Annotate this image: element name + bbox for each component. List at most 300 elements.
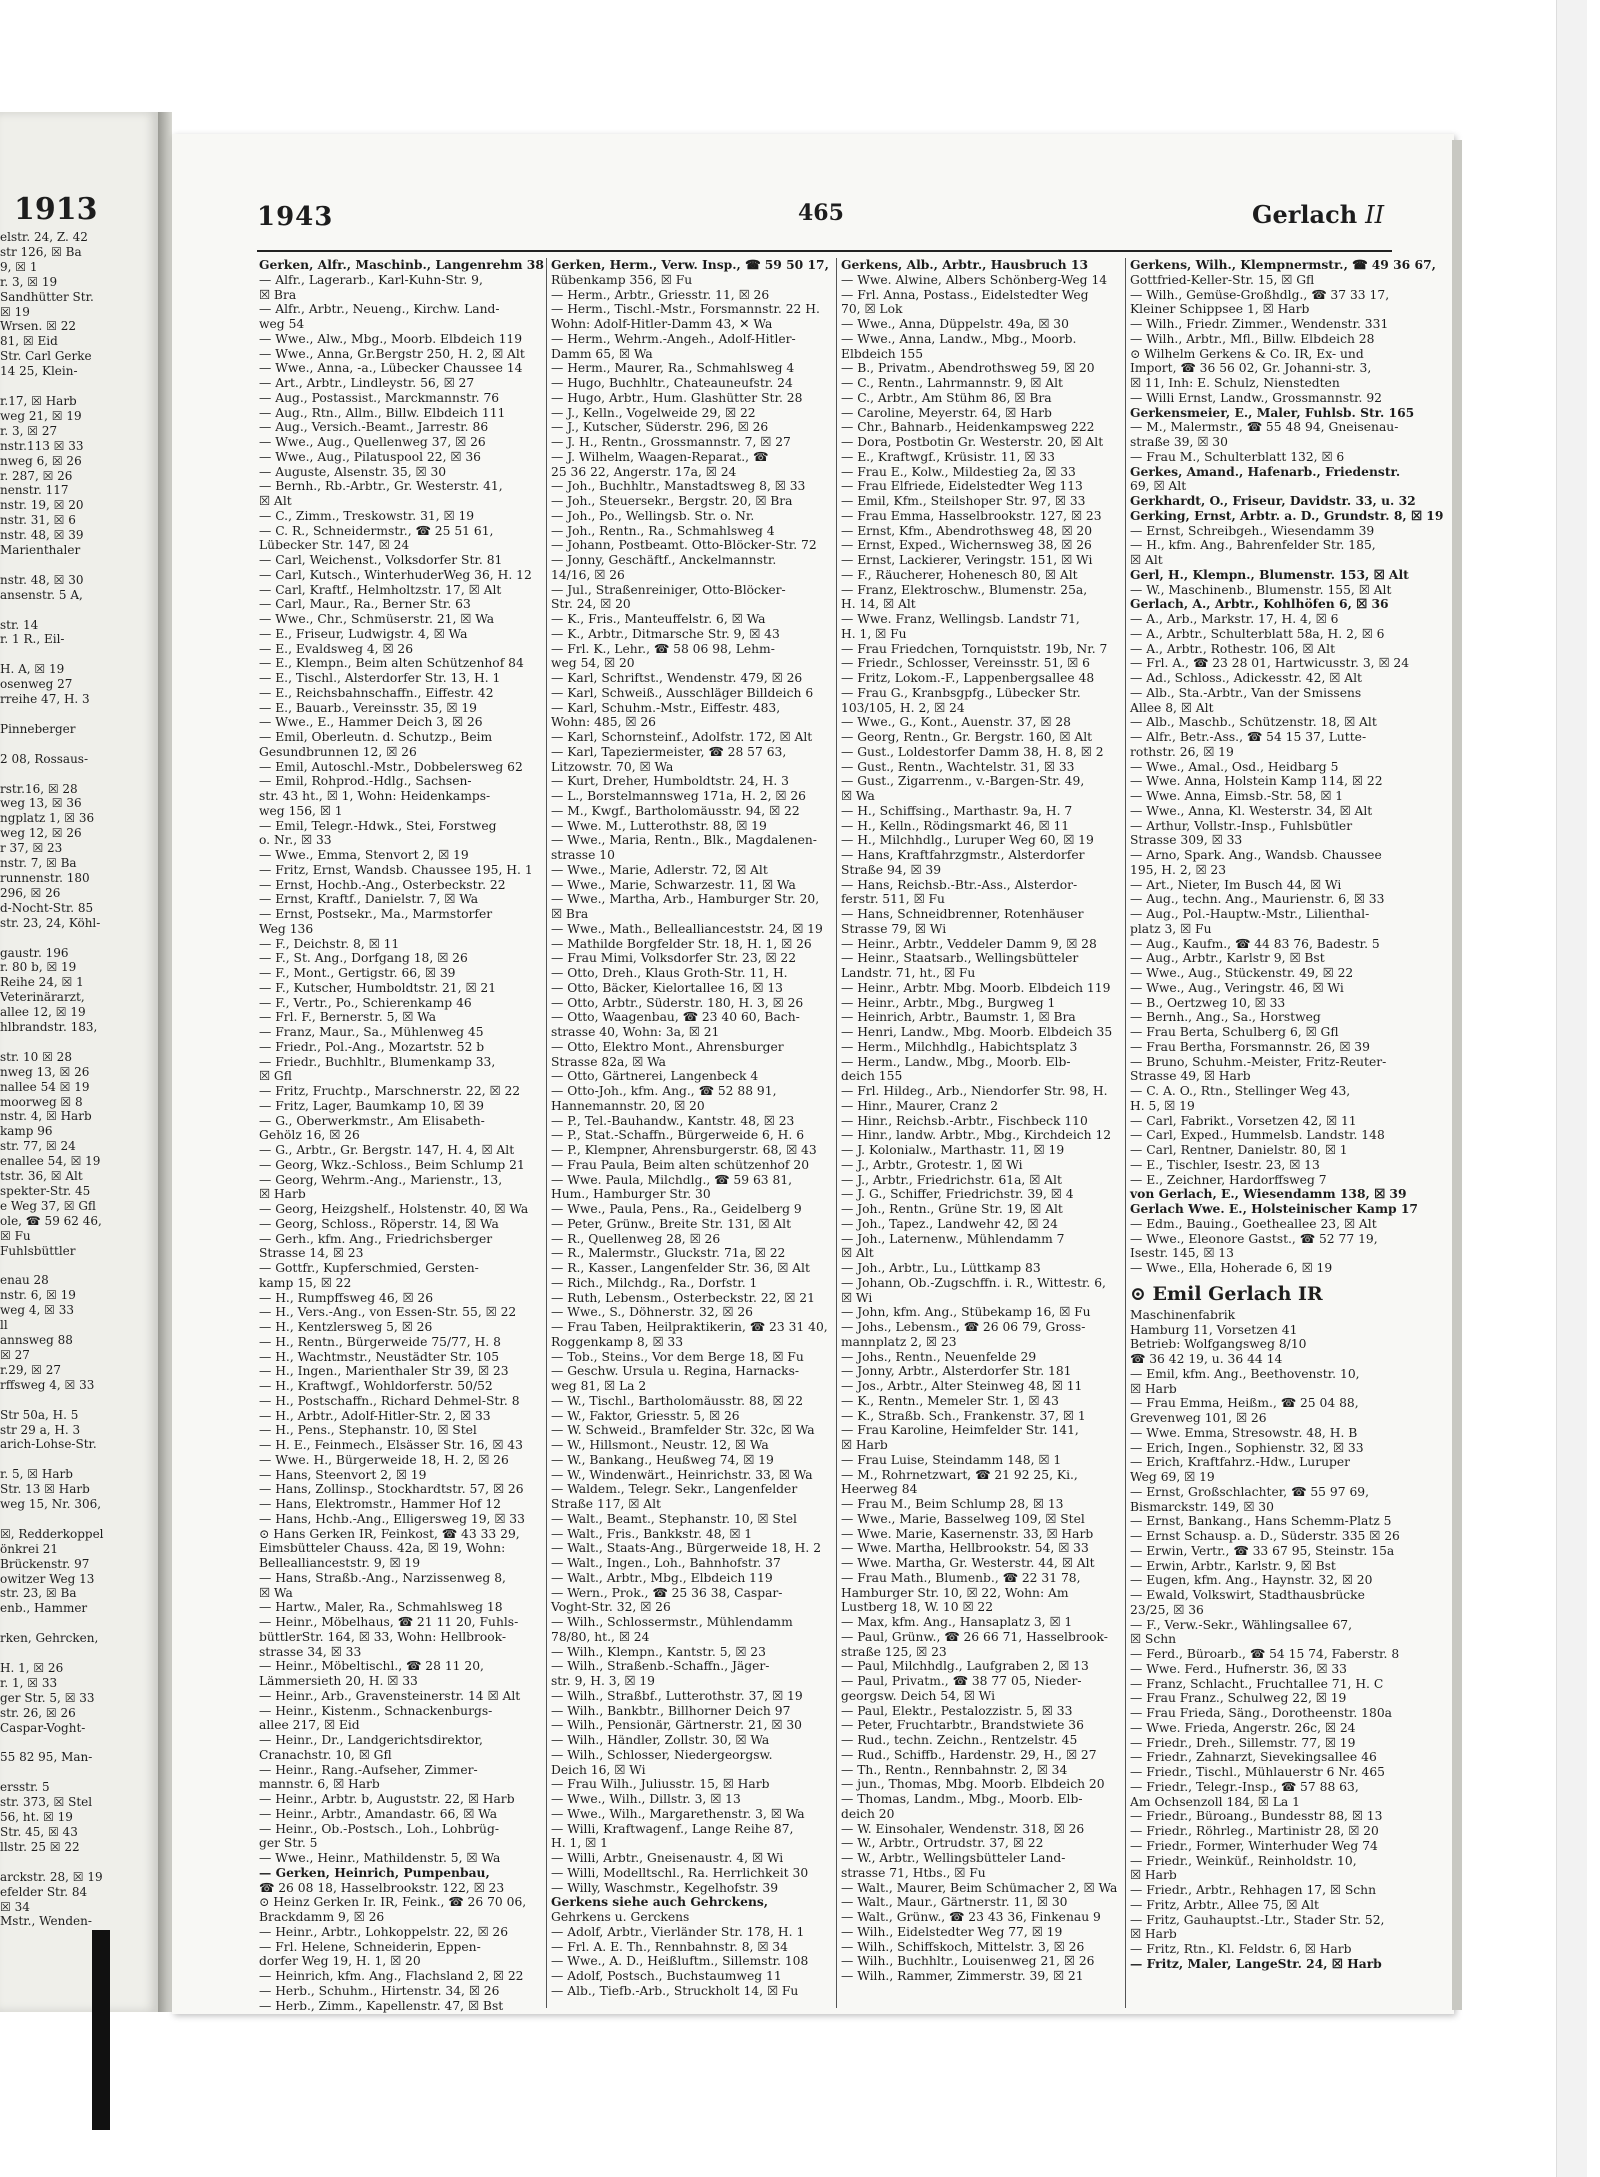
previous-page-line: r. 5, ☒ Harb <box>0 1467 73 1482</box>
directory-entry: — John, kfm. Ang., Stübekamp 16, ☒ Fu <box>841 1305 1091 1320</box>
directory-entry: — Wilh., Buchhltr., Louisenweg 21, ☒ 26 <box>841 1954 1095 1969</box>
directory-entry: — Herm., Wehrm.-Angeh., Adolf-Hitler- <box>551 331 796 346</box>
directory-entry: — Wwe., Amal., Osd., Heidbarg 5 <box>1130 759 1339 774</box>
directory-entry: — Wwe. H., Bürgerweide 18, H. 2, ☒ 26 <box>259 1452 509 1467</box>
directory-entry: — M., Rohrnetzwart, ☎ 21 92 25, Ki., <box>841 1467 1078 1482</box>
directory-entry: Bismarckstr. 149, ☒ 30 <box>1130 1499 1274 1514</box>
directory-entry: — Willy, Waschmstr., Kegelhofstr. 39 <box>551 1880 779 1895</box>
directory-entry: — Carl, Kutsch., WinterhuderWeg 36, H. 12 <box>259 567 532 582</box>
previous-page-line: ☒ 27 <box>0 1347 30 1362</box>
directory-entry: — Emil, Autoschl.-Mstr., Dobbelersweg 62 <box>259 759 523 774</box>
directory-entry: — Wilh., Schlosser, Niedergeorgsw. <box>551 1747 773 1762</box>
directory-entry: — Heinr., Arb., Gravensteinerstr. 14 ☒ Alt <box>259 1688 521 1703</box>
directory-entry: — Wwe., Aug., Stückenstr. 49, ☒ 22 <box>1130 966 1354 980</box>
directory-entry: — Wwe., Wilh., Dillstr. 3, ☒ 13 <box>551 1792 741 1806</box>
previous-page-line: r. 1 R., Eil- <box>0 632 65 647</box>
directory-entry: Voght-Str. 32, ☒ 26 <box>551 1600 671 1615</box>
directory-entry: o. Nr., ☒ 33 <box>259 833 332 848</box>
directory-entry: weg 156, ☒ 1 <box>259 803 343 818</box>
directory-entry: — Joh., Tapez., Landwehr 42, ☒ 24 <box>841 1216 1058 1231</box>
directory-entry: — Wwe., Marie, Schwarzestr. 11, ☒ Wa <box>551 877 796 892</box>
directory-entry: — Wwe., Maria, Rentn., Blk., Magdalenen- <box>551 833 817 848</box>
previous-page-line: nstr. 48, ☒ 30 <box>0 572 84 587</box>
directory-entry: ☒ 11, Inh: E. Schulz, Nienstedten <box>1130 376 1340 390</box>
directory-entry: — Friedr., Telegr.-Insp., ☎ 57 88 63, <box>1130 1779 1359 1794</box>
directory-entry: — Peter, Fruchtarbtr., Brandstwiete 36 <box>841 1718 1084 1733</box>
previous-page-line <box>0 1035 158 1050</box>
directory-entry: 78/80, ht., ☒ 24 <box>551 1629 650 1644</box>
directory-entry: — Herm., Milchhdlg., Habichtsplatz 3 <box>841 1039 1078 1054</box>
directory-entry: — E., Tischler, Isestr. 23, ☒ 13 <box>1130 1157 1320 1172</box>
directory-entry: Gesundbrunnen 12, ☒ 26 <box>259 744 417 759</box>
directory-entry: — Otto, Gärtnerei, Langenbeck 4 <box>551 1069 759 1084</box>
directory-entry: — Herm., Tischl.-Mstr., Forsmannstr. 22 H. <box>551 302 820 317</box>
directory-entry: Gerkens siehe auch Gehrckens, <box>551 1894 769 1910</box>
directory-entry: — Franz, Maur., Sa., Mühlenweg 45 <box>259 1025 484 1039</box>
directory-entry: — Wwe., Martha, Arb., Hamburger Str. 20, <box>551 892 820 907</box>
directory-entry: — Hartw., Maler, Ra., Schmahlsweg 18 <box>259 1600 503 1615</box>
directory-entry: — Friedr., Weinküf., Reinholdstr. 10, <box>1130 1853 1357 1868</box>
directory-entry: Strasse 79, ☒ Wi <box>841 921 947 936</box>
previous-page-line: nallee 54 ☒ 19 <box>0 1079 90 1094</box>
directory-entry: — Heinr., Arbtr. b, Auguststr. 22, ☒ Harb <box>259 1792 515 1806</box>
directory-entry: — Wwe., Math., Belleallianceststr. 24, ☒ 19 <box>551 921 823 936</box>
directory-entry: — Walt., Arbtr., Mbg., Elbdeich 119 <box>551 1570 773 1585</box>
previous-page-line: weg 21, ☒ 19 <box>0 408 82 423</box>
directory-entry: Landstr. 71, ht., ☒ Fu <box>841 966 976 980</box>
directory-entry: — Wwe. Anna, Holstein Kamp 114, ☒ 22 <box>1130 774 1383 789</box>
directory-entry: — Rich., Milchdg., Ra., Dorfstr. 1 <box>551 1275 758 1290</box>
directory-entry: — Wilh., Rammer, Zimmerstr. 39, ☒ 21 <box>841 1969 1084 1983</box>
directory-entry: — E., Bauarb., Vereinsstr. 35, ☒ 19 <box>259 700 477 715</box>
directory-entry: — Dora, Postbotin Gr. Westerstr. 20, ☒ Alt <box>841 435 1104 449</box>
directory-page <box>172 134 1454 2014</box>
previous-page-line <box>0 1512 158 1527</box>
directory-entry: — A., Arbtr., Rothestr. 106, ☒ Alt <box>1130 641 1336 656</box>
directory-entry: — Karl, Schornsteinf., Adolfstr. 172, ☒ Alt <box>551 730 813 744</box>
directory-entry: — Friedr., Büroang., Bundesstr 88, ☒ 13 <box>1130 1809 1383 1824</box>
directory-entry: — Wwe. Paula, Milchdlg., ☎ 59 63 81, <box>551 1172 793 1187</box>
previous-page-line: allee 12, ☒ 19 <box>0 1005 86 1020</box>
directory-entry: — Henri, Landw., Mbg. Moorb. Elbdeich 35 <box>841 1025 1113 1039</box>
directory-entry: — Karl, Schriftst., Wendenstr. 479, ☒ 26 <box>551 671 803 685</box>
directory-entry: — Heinr., Ob.-Postsch., Loh., Lohbrüg- <box>259 1821 500 1836</box>
directory-entry: — H., Rentn., Bürgerweide 75/77, H. 8 <box>259 1334 501 1349</box>
previous-page-line: r 37, ☒ 23 <box>0 841 63 856</box>
directory-entry: — H., kfm. Ang., Bahrenfelder Str. 185, <box>1130 538 1376 553</box>
directory-entry: — Aug., Kaufm., ☎ 44 83 76, Badestr. 5 <box>1130 936 1380 951</box>
directory-entry: — Emil, Telegr.-Hdwk., Stei, Forstweg <box>259 818 497 833</box>
directory-entry: — Ernst, Hochb.-Ang., Osterbeckstr. 22 <box>259 877 506 892</box>
directory-entry: Allee 8, ☒ Alt <box>1130 700 1214 715</box>
directory-entry: weg 54, ☒ 20 <box>551 656 635 671</box>
directory-entry: ☒ Schn <box>1130 1632 1177 1647</box>
directory-entry: — Arno, Spark. Ang., Wandsb. Chaussee <box>1130 848 1382 862</box>
previous-page-line: gaustr. 196 <box>0 945 69 960</box>
previous-page-line: weg 13, ☒ 36 <box>0 796 82 811</box>
directory-entry: 70, ☒ Lok <box>841 302 903 317</box>
directory-entry: — Paul, Milchhdlg., Laufgraben 2, ☒ 13 <box>841 1659 1089 1674</box>
directory-entry: — Gerken, Heinrich, Pumpenbau, <box>259 1864 490 1880</box>
directory-entry: — Frau Karoline, Heimfelder Str. 141, <box>841 1423 1079 1438</box>
directory-entry: — Frl. K., Lehr., ☎ 58 06 98, Lehm- <box>551 641 775 656</box>
previous-page-line: str. 14 <box>0 617 39 632</box>
directory-entry: — Franz, Elektroschw., Blumenstr. 25a, <box>841 582 1088 597</box>
directory-entry: — Frau M., Schulterblatt 132, ☒ 6 <box>1130 449 1345 464</box>
previous-page-line: ansenstr. 5 A, <box>0 587 83 602</box>
directory-entry: — W., Arbtr., Ortrudstr. 37, ☒ 22 <box>841 1836 1044 1851</box>
directory-entry: — Wilh., Bankbtr., Billhorner Deich 97 <box>551 1703 791 1718</box>
directory-entry: — Gust., Zigarrenm., v.-Bargen-Str. 49, <box>841 774 1085 789</box>
previous-page-line: str. 23, ☒ Ba <box>0 1586 77 1601</box>
directory-entry: — Georg, Wkz.-Schloss., Beim Schlump 21 <box>259 1157 525 1172</box>
directory-entry: ☒ Harb <box>1130 1927 1177 1942</box>
previous-page-line: 296, ☒ 26 <box>0 885 61 900</box>
previous-page-line: enau 28 <box>0 1273 49 1288</box>
directory-entry: — K., Rentn., Memeler Str. 1, ☒ 43 <box>841 1393 1059 1408</box>
directory-entry: — R., Kasser., Langenfelder Str. 36, ☒ Alt <box>551 1261 810 1275</box>
directory-entry: — Wilh., Gemüse-Großhdlg., ☎ 37 33 17, <box>1130 287 1390 302</box>
directory-entry: — Wilh., Arbtr., Mfl., Billw. Elbdeich 28 <box>1130 331 1375 346</box>
directory-entry: — Fritz, Lokom.-F., Lappenbergsallee 48 <box>841 671 1095 685</box>
directory-entry: — H., Rumpffsweg 46, ☒ 26 <box>259 1290 434 1305</box>
directory-entry: — H., Arbtr., Adolf-Hitler-Str. 2, ☒ 33 <box>259 1408 491 1423</box>
directory-entry: — Hans, Reichsb.-Btr.-Ass., Alsterdor- <box>841 877 1078 892</box>
previous-page-line <box>0 707 158 722</box>
directory-entry: Isestr. 145, ☒ 13 <box>1130 1246 1234 1261</box>
directory-entry: — Heinr., Arbtr., Amandastr. 66, ☒ Wa <box>259 1806 498 1821</box>
directory-entry: ☒ Bra <box>259 287 297 302</box>
directory-entry: ⊙ Hans Gerken IR, Feinkost, ☎ 43 33 29, <box>259 1526 520 1541</box>
directory-entry: strasse 40, Wohn: 3a, ☒ 21 <box>551 1025 720 1039</box>
directory-entry: — Georg, Schloss., Röperstr. 14, ☒ Wa <box>259 1216 499 1231</box>
directory-entry: — Wwe. Martha, Hellbrookstr. 54, ☒ 33 <box>841 1541 1089 1556</box>
directory-entry: — Ernst, Kfm., Abendrothsweg 48, ☒ 20 <box>841 523 1093 538</box>
directory-entry: — Joh., Rentn., Ra., Schmahlsweg 4 <box>551 523 775 538</box>
directory-entry: weg 81, ☒ La 2 <box>551 1379 647 1393</box>
previous-page-line: H. 1, ☒ 26 <box>0 1661 64 1675</box>
directory-entry: ☒ Wa <box>841 789 875 803</box>
directory-entry: 195, H. 2, ☒ 23 <box>1130 862 1227 877</box>
directory-entry: — Walt., Staats-Ang., Bürgerweide 18, H. 2 <box>551 1541 822 1556</box>
previous-page-line: Mstr., Wenden- <box>0 1914 92 1929</box>
directory-entry: ☒ Harb <box>259 1187 306 1202</box>
previous-page-line: ☒, Redderkoppel <box>0 1526 104 1541</box>
directory-entry: Litzowstr. 70, ☒ Wa <box>551 759 674 774</box>
previous-page-line: tstr. 36, ☒ Alt <box>0 1169 83 1184</box>
previous-page-line <box>0 1616 158 1631</box>
directory-entry: — Ferd., Büroarb., ☎ 54 15 74, Faberstr. 8 <box>1130 1647 1400 1661</box>
previous-page-line: Fuhlsbüttler <box>0 1243 76 1258</box>
directory-entry: — Frau Franz., Schulweg 22, ☒ 19 <box>1130 1691 1347 1706</box>
directory-entry: — Frl. Anna, Postass., Eidelstedter Weg <box>841 287 1089 302</box>
directory-entry: — Wwe., Eleonore Gastst., ☎ 52 77 19, <box>1130 1231 1378 1246</box>
directory-entry: — A., Arbtr., Schulterblatt 58a, H. 2, ☒ 6 <box>1130 626 1385 641</box>
directory-entry: — W., Windenwärt., Heinrichstr. 33, ☒ Wa <box>551 1467 813 1482</box>
directory-entry: — Wwe., Heinr., Mathildenstr. 5, ☒ Wa <box>259 1851 501 1865</box>
directory-entry: Straße 117, ☒ Alt <box>551 1497 661 1511</box>
directory-entry: — Karl, Schuhm.-Mstr., Eiffestr. 483, <box>551 700 781 715</box>
previous-page-line: spekter-Str. 45 <box>0 1184 91 1198</box>
directory-entry: — Heinrich, kfm. Ang., Flachsland 2, ☒ 22 <box>259 1969 524 1983</box>
directory-column-1 <box>259 257 544 2018</box>
directory-entry: mannplatz 2, ☒ 23 <box>841 1334 957 1349</box>
directory-entry: — Carl, Kraftf., Helmholtzstr. 17, ☒ Alt <box>259 582 502 597</box>
directory-entry: — J. Kolonialw., Marthastr. 11, ☒ 19 <box>841 1143 1065 1157</box>
directory-entry: — Wwe., S., Döhnerstr. 32, ☒ 26 <box>551 1305 753 1320</box>
directory-entry: — W., Bankang., Heußweg 74, ☒ 19 <box>551 1452 774 1467</box>
directory-entry: — H., Wachtmstr., Neustädter Str. 105 <box>259 1349 500 1364</box>
directory-entry: — Otto-Joh., kfm. Ang., ☎ 52 88 91, <box>551 1084 777 1098</box>
directory-entry: Wohn: 485, ☒ 26 <box>551 715 656 730</box>
directory-entry: — E., Reichsbahnschaffn., Eiffestr. 42 <box>259 685 494 700</box>
previous-page-line: nenstr. 117 <box>0 483 69 498</box>
directory-entry: — Frau Taben, Heilpraktikerin, ☎ 23 31 40, <box>551 1320 828 1334</box>
previous-page-line <box>0 379 158 394</box>
directory-entry: Strasse 309, ☒ 33 <box>1130 833 1243 848</box>
previous-page-line <box>0 558 158 573</box>
previous-page-line: nstr. 4, ☒ Harb <box>0 1109 92 1124</box>
directory-entry: — C. R., Schneidermstr., ☎ 25 51 61, <box>259 523 494 538</box>
directory-entry: — Willi, Arbtr., Gneisenaustr. 4, ☒ Wi <box>551 1851 784 1865</box>
directory-entry: — Wilh., Eidelstedter Weg 77, ☒ 19 <box>841 1924 1063 1939</box>
directory-entry: — E., Tischl., Alsterdorfer Str. 13, H. 1 <box>259 671 501 685</box>
directory-entry: — Johs., Lebensm., ☎ 26 06 79, Gross- <box>841 1320 1086 1334</box>
directory-entry: — K., Fris., Manteuffelstr. 6, ☒ Wa <box>551 612 766 626</box>
directory-entry: — B., Privatm., Abendrothsweg 59, ☒ 20 <box>841 361 1095 376</box>
directory-entry: — E., Evaldsweg 4, ☒ 26 <box>259 641 414 656</box>
directory-entry: — Wwe., Aug., Quellenweg 37, ☒ 26 <box>259 435 486 449</box>
previous-page-line: kamp 96 <box>0 1124 53 1139</box>
directory-entry: — Wilh., Schiffskoch, Mittelstr. 3, ☒ 26 <box>841 1939 1085 1954</box>
previous-page-line <box>0 1736 158 1751</box>
directory-entry: — Alb., Tiefb.-Arb., Struckholt 14, ☒ Fu <box>551 1983 799 1998</box>
directory-entry: — Karl, Tapeziermeister, ☎ 28 57 63, <box>551 744 787 759</box>
directory-entry: — Georg, Rentn., Gr. Bergstr. 160, ☒ Alt <box>841 730 1093 744</box>
directory-entry: — Carl, Rentner, Danielstr. 80, ☒ 1 <box>1130 1143 1348 1157</box>
directory-entry: — F., Deichstr. 8, ☒ 11 <box>259 936 400 951</box>
directory-entry: — Fritz, Arbtr., Allee 75, ☒ Alt <box>1130 1897 1319 1912</box>
directory-entry: — Hans, Straßb.-Ang., Narzissenweg 8, <box>259 1570 506 1585</box>
directory-entry: — Herm., Maurer, Ra., Schmahlsweg 4 <box>551 361 795 376</box>
directory-entry: — Hugo, Arbtr., Hum. Glashütter Str. 28 <box>551 390 803 405</box>
directory-entry: — W., Arbtr., Wellingsbütteler Land- <box>841 1851 1066 1865</box>
directory-entry: Gerken, Herm., Verw. Insp., ☎ 59 50 17, <box>551 257 829 272</box>
directory-entry: — W., Tischl., Bartholomäusstr. 88, ☒ 22 <box>551 1393 804 1408</box>
previous-page-line <box>0 1855 158 1870</box>
directory-entry: — E., Kraftwgf., Krüsistr. 11, ☒ 33 <box>841 449 1055 464</box>
directory-entry: 23/25, ☒ 36 <box>1130 1602 1204 1617</box>
directory-entry: Am Ochsenzoll 184, ☒ La 1 <box>1130 1794 1300 1809</box>
directory-entry: mannstr. 6, ☒ Harb <box>259 1777 380 1792</box>
directory-entry: — Ernst, Lackierer, Veringstr. 151, ☒ Wi <box>841 553 1093 567</box>
directory-entry: — Ruth, Lebensm., Osterbeckstr. 22, ☒ 21 <box>551 1290 815 1305</box>
directory-entry: Cranachstr. 10, ☒ Gfl <box>259 1747 392 1762</box>
directory-entry: — Franz, Schlacht., Fruchtallee 71, H. C <box>1130 1676 1384 1691</box>
directory-entry: — Heinr., Dr., Landgerichtsdirektor, <box>259 1733 483 1747</box>
previous-page-line: nstr. 19, ☒ 20 <box>0 498 84 513</box>
directory-entry: — Wwe. Anna, Eimsb.-Str. 58, ☒ 1 <box>1130 789 1344 803</box>
directory-entry: — B., Oertzweg 10, ☒ 33 <box>1130 995 1286 1010</box>
directory-entry: — Frau Wilh., Juliusstr. 15, ☒ Harb <box>551 1777 770 1792</box>
running-head <box>1252 200 1384 229</box>
directory-entry: — Frl. Hildeg., Arb., Niendorfer Str. 98, H. <box>841 1084 1108 1098</box>
directory-entry: — Wwe. Ferd., Hufnerstr. 36, ☒ 33 <box>1130 1661 1347 1676</box>
directory-entry: — Walt., Ingen., Loh., Bahnhofstr. 37 <box>551 1556 781 1570</box>
directory-entry: — Walt., Fris., Bankkstr. 48, ☒ 1 <box>551 1526 753 1541</box>
directory-entry: Import, ☎ 36 56 02, Gr. Johanni-str. 3, <box>1130 361 1372 376</box>
directory-entry: — Gerh., kfm. Ang., Friedrichsberger <box>259 1231 493 1246</box>
previous-page-line: rken, Gehrcken, <box>0 1631 99 1646</box>
directory-entry: — jun., Thomas, Mbg. Moorb. Elbdeich 20 <box>841 1777 1105 1792</box>
directory-entry: Rübenkamp 356, ☒ Fu <box>551 272 693 287</box>
previous-page-line: osenweg 27 <box>0 677 73 692</box>
scan-margin <box>1556 0 1587 2177</box>
directory-entry: ☒ Harb <box>841 1438 888 1452</box>
previous-page-line: ersstr. 5 <box>0 1780 50 1795</box>
previous-page-line: nstr.113 ☒ 33 <box>0 438 84 453</box>
previous-page-line: arich-Lohse-Str. <box>0 1437 97 1452</box>
directory-entry: — Joh., Po., Wellingsb. Str. o. Nr. <box>551 508 755 523</box>
directory-entry: 25 36 22, Angerstr. 17a, ☒ 24 <box>551 464 737 479</box>
directory-entry: Gerking, Ernst, Arbtr. a. D., Grundstr. 8, ☒ 19 <box>1130 507 1444 523</box>
directory-entry: — Hans, Hchb.-Ang., Elligersweg 19, ☒ 33 <box>259 1511 525 1526</box>
directory-entry: ger Str. 5 <box>259 1836 318 1851</box>
directory-entry: — Bernh., Rb.-Arbtr., Gr. Westerstr. 41, <box>259 479 503 494</box>
previous-page-line: str. 10 ☒ 28 <box>0 1049 72 1064</box>
directory-entry: — Wwe. Franz, Wellingsb. Landstr 71, <box>841 612 1080 626</box>
previous-page-line: r.29, ☒ 27 <box>0 1362 61 1377</box>
directory-entry: Maschinenfabrik <box>1130 1307 1236 1322</box>
directory-entry: Belleallianceststr. 9, ☒ 19 <box>259 1556 421 1570</box>
directory-entry: — Georg, Wehrm.-Ang., Marienstr., 13, <box>259 1172 503 1187</box>
previous-page-line: r.17, ☒ Harb <box>0 393 77 408</box>
directory-entry: Roggenkamp 8, ☒ 33 <box>551 1334 684 1349</box>
directory-entry: — Rud., Schiffb., Hardenstr. 29, H., ☒ 27 <box>841 1747 1097 1762</box>
directory-entry: — Jul., Straßenreiniger, Otto-Blöcker- <box>551 582 786 597</box>
directory-entry: — Jonny, Arbtr., Alsterdorfer Str. 181 <box>841 1364 1072 1379</box>
directory-entry: — Kurt, Dreher, Humboldtstr. 24, H. 3 <box>551 774 789 789</box>
previous-page-line: Pinneberger <box>0 721 76 736</box>
previous-page-line: r. 287, ☒ 26 <box>0 468 73 483</box>
directory-entry: — Heinr., Arbtr. Mbg. Moorb. Elbdeich 119 <box>841 980 1111 995</box>
directory-entry: — Waldem., Telegr. Sekr., Langenfelder <box>551 1482 798 1497</box>
directory-entry: — Wwe., Anna, Kl. Westerstr. 34, ☒ Alt <box>1130 803 1373 818</box>
directory-entry: — Wwe., Aug., Veringstr. 46, ☒ Wi <box>1130 980 1344 995</box>
directory-entry: von Gerlach, E., Wiesendamm 138, ☒ 39 <box>1130 1186 1407 1202</box>
directory-entry: strasse 71, Htbs., ☒ Fu <box>841 1865 986 1880</box>
directory-entry: — Frau Mimi, Volksdorfer Str. 23, ☒ 22 <box>551 951 797 966</box>
directory-entry: ☒ Harb <box>1130 1868 1177 1883</box>
directory-entry: — Wwe., A. D., Heißluftm., Sillemstr. 108 <box>551 1954 809 1969</box>
directory-entry: — Jos., Arbtr., Alter Steinweg 48, ☒ 11 <box>841 1379 1083 1393</box>
directory-column-2 <box>551 258 833 2018</box>
directory-entry: — Aug., Rtn., Allm., Billw. Elbdeich 111 <box>259 405 506 420</box>
directory-entry: — Otto, Bäcker, Kielortallee 16, ☒ 13 <box>551 980 783 995</box>
directory-entry: — Wwe., Anna, Landw., Mbg., Moorb. <box>841 331 1077 346</box>
directory-entry: — Peter, Grünw., Breite Str. 131, ☒ Alt <box>551 1216 792 1231</box>
directory-entry: — Frau Emma, Hasselbrookstr. 127, ☒ 23 <box>841 508 1102 523</box>
directory-entry: — Wern., Prok., ☎ 25 36 38, Caspar- <box>551 1585 783 1600</box>
previous-page-year: 1913 <box>14 192 98 227</box>
directory-entry: — Wwe., Anna, Gr.Bergstr 250, H. 2, ☒ Alt <box>259 346 525 361</box>
previous-page-strip <box>0 112 158 2012</box>
directory-entry: — Wilh., Schlossermstr., Mühlendamm <box>551 1615 793 1629</box>
directory-entry: — Alb., Maschb., Schützenstr. 18, ☒ Alt <box>1130 715 1377 730</box>
directory-entry: 69, ☒ Alt <box>1130 479 1187 494</box>
directory-entry: — Herm., Arbtr., Griesstr. 11, ☒ 26 <box>551 287 770 302</box>
directory-entry: — Walt., Maurer, Beim Schümacher 2, ☒ Wa <box>841 1880 1118 1895</box>
previous-page-line: Sandhütter Str. <box>0 289 94 304</box>
page-number: 465 <box>798 200 844 226</box>
previous-page-line <box>0 1452 158 1467</box>
directory-entry: — Wwe., Alw., Mbg., Moorb. Elbdeich 119 <box>259 331 523 346</box>
previous-page-line: nweg 13, ☒ 26 <box>0 1064 90 1079</box>
directory-entry: — Frl. A. E. Th., Rennbahnstr. 8, ☒ 34 <box>551 1939 788 1954</box>
directory-entry: Gerkes, Amand., Hafenarb., Friedenstr. <box>1130 463 1401 479</box>
directory-entry: — P., Stat.-Schaffn., Bürgerweide 6, H. 6 <box>551 1128 805 1143</box>
directory-entry: 14/16, ☒ 26 <box>551 567 625 582</box>
previous-page-line: 81, ☒ Eid <box>0 334 58 349</box>
directory-entry: — Heinr., Arbtr., Mbg., Burgweg 1 <box>841 995 1056 1010</box>
directory-entry: — Paul, Elektr., Pestalozzistr. 5, ☒ 33 <box>841 1703 1073 1718</box>
directory-entry: — Fritz, Ernst, Wandsb. Chaussee 195, H. 1 <box>259 862 533 877</box>
directory-entry: — Joh., Rentn., Grüne Str. 19, ☒ Alt <box>841 1202 1063 1216</box>
previous-page-line: hlbrandstr. 183, <box>0 1020 98 1035</box>
directory-entry: — Wwe., Wilh., Margarethenstr. 3, ☒ Wa <box>551 1806 805 1821</box>
directory-entry: — Ernst, Postsekr., Ma., Marmstorfer <box>259 907 493 921</box>
directory-entry: — L., Borstelmannsweg 171a, H. 2, ☒ 26 <box>551 789 806 803</box>
directory-entry: — Alb., Sta.-Arbtr., Van der Smissens <box>1130 685 1362 700</box>
directory-entry: — Friedr., Pol.-Ang., Mozartstr. 52 b <box>259 1039 485 1054</box>
directory-entry: H. 1, ☒ Fu <box>841 626 907 641</box>
previous-page-line: ll <box>0 1318 8 1333</box>
previous-page-line: r. 3, ☒ 19 <box>0 274 58 289</box>
previous-page-line: nstr. 6, ☒ 19 <box>0 1288 76 1303</box>
directory-entry: — Emil, Rohprod.-Hdlg., Sachsen- <box>259 774 472 789</box>
previous-page-line: r. 80 b, ☒ 19 <box>0 960 77 975</box>
previous-page-line: Brückenstr. 97 <box>0 1556 90 1571</box>
directory-entry: — Aug., Arbtr., Karlstr 9, ☒ Bst <box>1130 951 1325 966</box>
directory-entry: — Max, kfm. Ang., Hansaplatz 3, ☒ 1 <box>841 1615 1073 1629</box>
directory-entry: Wohn: Adolf-Hitler-Damm 43, ✕ Wa <box>551 317 773 331</box>
directory-entry: — Wwe., Paula, Pens., Ra., Geidelberg 9 <box>551 1202 802 1216</box>
directory-entry: — Mathilde Borgfelder Str. 18, H. 1, ☒ 26 <box>551 936 812 951</box>
directory-entry: — Frau Friedchen, Tornquiststr. 19b, Nr. 7 <box>841 641 1108 656</box>
directory-entry: 103/105, H. 2, ☒ 24 <box>841 700 965 715</box>
previous-page-line: 56, ht. ☒ 19 <box>0 1810 73 1825</box>
directory-entry: straße 125, ☒ 23 <box>841 1644 947 1659</box>
directory-entry: — Wilh., Pensionär, Gärtnerstr. 21, ☒ 30 <box>551 1718 802 1733</box>
directory-entry: — Wwe., Aug., Pilatuspool 22, ☒ 36 <box>259 449 481 464</box>
directory-entry: — F., Verw.-Sekr., Wählingsallee 67, <box>1130 1617 1352 1632</box>
previous-page-line: r. 1, ☒ 33 <box>0 1675 58 1690</box>
directory-entry: Lämmersieth 20, H. ☒ 33 <box>259 1674 418 1688</box>
previous-page-line: 9, ☒ 1 <box>0 259 38 274</box>
previous-page-line: ☒ 19 <box>0 304 30 319</box>
directory-entry: — Hans, Elektromstr., Hammer Hof 12 <box>259 1497 502 1511</box>
directory-entry: — H., Kentzlersweg 5, ☒ 26 <box>259 1320 433 1334</box>
directory-entry: — Joh., Laternenw., Mühlendamm 7 <box>841 1231 1065 1246</box>
directory-entry: — Hans, Steenvort 2, ☒ 19 <box>259 1467 427 1482</box>
directory-entry: — Herb., Zimm., Kapellenstr. 47, ☒ Bst <box>259 1998 504 2013</box>
column-divider <box>1125 258 1126 2008</box>
directory-entry: — Wilh., Klempn., Kantstr. 5, ☒ 23 <box>551 1644 766 1659</box>
directory-entry: — Heinr., Möbeltischl., ☎ 28 11 20, <box>259 1659 484 1674</box>
previous-page-line <box>0 1259 158 1274</box>
directory-entry: — F., Mont., Gertigstr. 66, ☒ 39 <box>259 966 456 980</box>
previous-page-line: 2 08, Rossaus- <box>0 751 89 766</box>
